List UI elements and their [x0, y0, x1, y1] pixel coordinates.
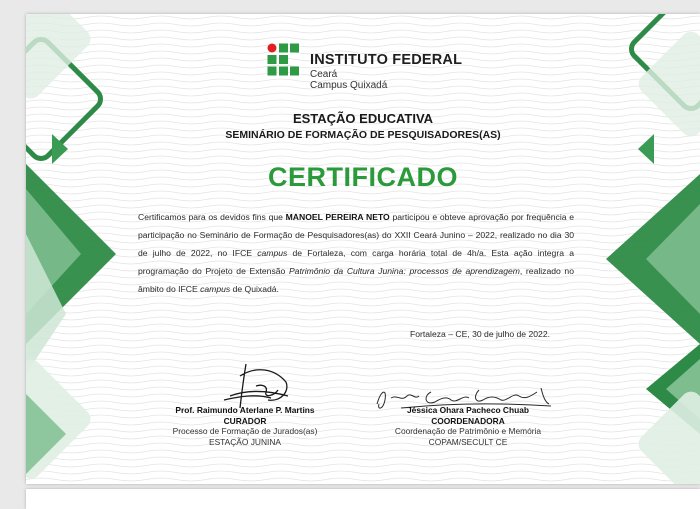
- signature-1-line1: Processo de Formação de Jurados(as): [172, 426, 318, 436]
- recipient-name: MANOEL PEREIRA NETO: [285, 212, 390, 222]
- certificate-page: [26, 14, 700, 484]
- certificate-heading: CERTIFICADO: [268, 162, 458, 192]
- next-page-edge: [26, 489, 700, 509]
- signature-2-line1: Coordenação de Patrimônio e Memória: [394, 426, 542, 436]
- signature-2-role: COORDENADORA: [431, 415, 505, 426]
- signature-1-name: Prof. Raimundo Aterlane P. Martins: [175, 405, 315, 415]
- signature-2-name: Jéssica Ohara Pacheco Chuab: [407, 405, 529, 415]
- institution-campus: Campus Quixadá: [310, 80, 388, 91]
- place-date: Fortaleza – CE, 30 de julho de 2022.: [410, 329, 550, 339]
- event-subtitle: SEMINÁRIO DE FORMAÇÃO DE PESQUISADORES(AS): [225, 129, 501, 141]
- certificate-body: Certificamos para os devidos fins que MANOEL PEREIRA NETO participou e obteve aprovação por frequência e participação no Seminário de Formação de Pesquisadores(as) do XXII Ceará Junino – 2022, realizado no dia 30 de julho de 2022, no IFCE campus de Fortaleza, com carga horária total de 4h/a. Esta ação integra a programação do Projeto de Extensão Patrimônio da Cultura Junina: processos de aprendizagem, realizado no âmbito do IFCE campus de Quixadá.: [138, 212, 575, 294]
- institution-state: Ceará: [310, 69, 338, 80]
- signature-1: [142, 405, 348, 447]
- signature-1-line2: ESTAÇÃO JUNINA: [209, 436, 281, 447]
- signature-2: [362, 405, 574, 447]
- ifce-logo-icon: [266, 42, 304, 80]
- signature-2-line2: COPAM/SECULT CE: [428, 436, 508, 447]
- institution-name: INSTITUTO FEDERAL: [310, 52, 463, 68]
- event-title: ESTAÇÃO EDUCATIVA: [292, 111, 434, 126]
- project-name: Patrimônio da Cultura Junina: processos de aprendizagem: [288, 266, 520, 276]
- signature-1-role: CURADOR: [223, 415, 267, 426]
